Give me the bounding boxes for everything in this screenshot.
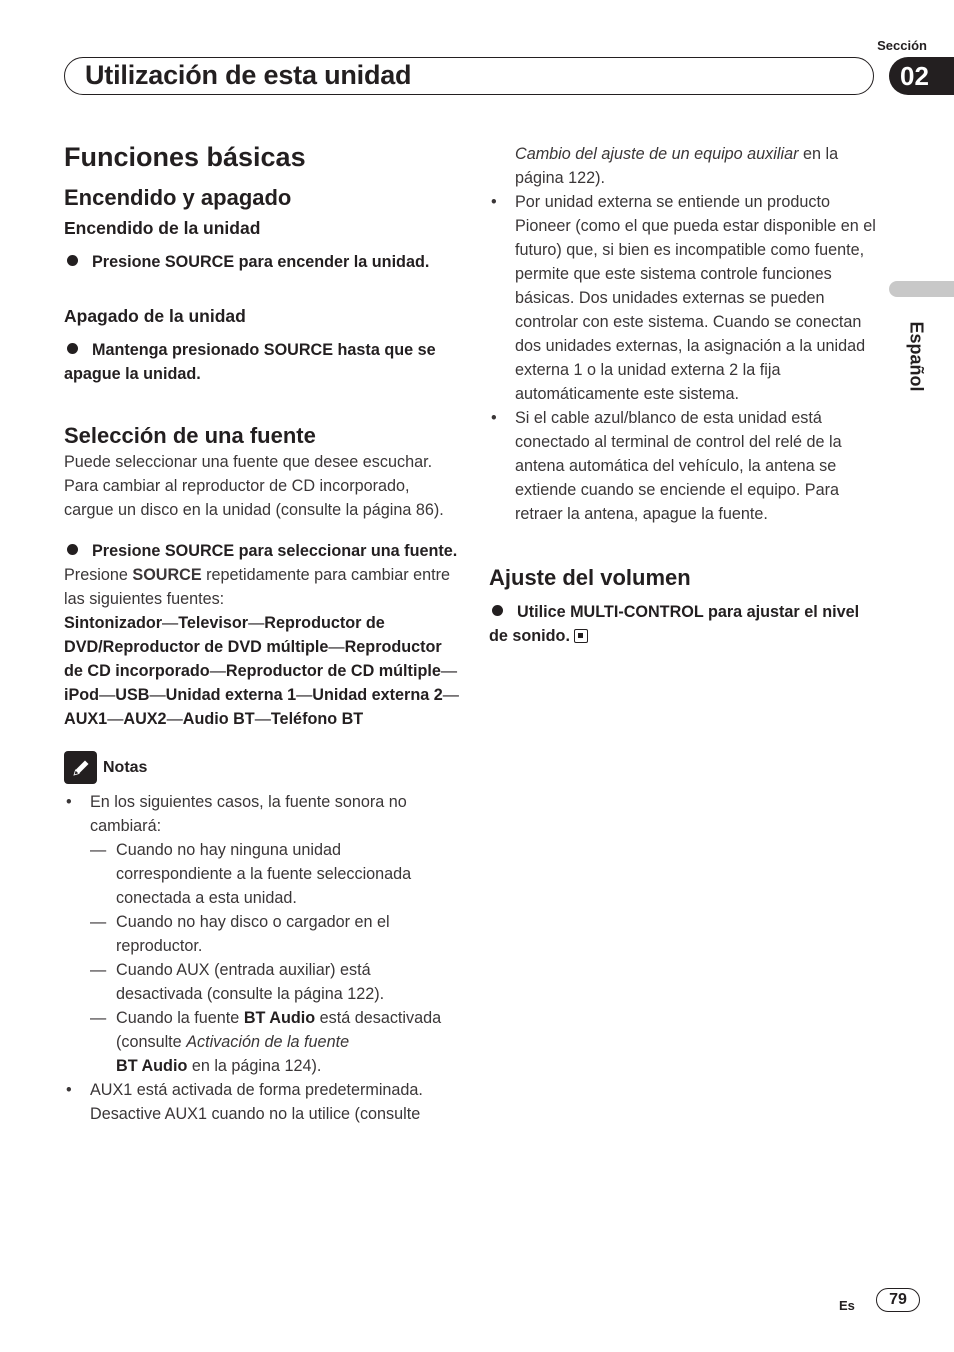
language-tab-marker <box>889 281 954 297</box>
source-intro: Puede seleccionar una fuente que desee escuchar. Para cambiar al reproductor de CD incorporado, cargue un disco en la unidad (consulte la página 86). <box>64 453 444 519</box>
source-item: USB <box>115 686 150 704</box>
power-off-heading: Apagado de la unidad <box>64 306 246 326</box>
source-list: Sintonizador—Televisor—Reproductor de DVD/Reproductor de DVD múltiple—Reproductor de CD incorporado—Reproductor de CD múltiple—iPod—USB—Unidad externa 1—Unidad externa 2—AUX1—AUX2—Audio BT—Teléfono BT <box>64 614 459 728</box>
source-item: Sintonizador <box>64 614 163 632</box>
power-off-step: Mantenga presionado SOURCE hasta que se apague la unidad. <box>64 341 436 383</box>
note-item: • En los siguientes casos, la fuente sonora no cambiará: — Cuando no hay ninguna unidad correspondiente a la fuente seleccionada conectada a esta unidad. — Cuando no hay disco o cargador en el reproductor. — Cuando AUX (entrada auxiliar) está desactivada (consulte la página 122). — Cuando la fuente BT Audio está desactivada (consulte Activación de la fuente BT Audio en la página 124). <box>64 790 459 1078</box>
pencil-note-icon <box>64 751 97 784</box>
left-column <box>64 140 459 1126</box>
language-side-label: Español <box>906 321 927 392</box>
power-on-heading: Encendido de la unidad <box>64 218 261 238</box>
source-item: Televisor <box>178 614 249 632</box>
right-column <box>489 142 881 648</box>
note-subitem: — Cuando no hay disco o cargador en el reproductor. <box>90 910 459 958</box>
note-subitem: — Cuando la fuente BT Audio está desactivada (consulte Activación de la fuente BT Audio en la página 124). <box>90 1006 459 1078</box>
source-item: Audio BT <box>182 710 255 728</box>
page-number: 79 <box>876 1288 920 1312</box>
end-of-section-icon <box>574 629 588 643</box>
source-item: AUX2 <box>123 710 167 728</box>
note-subitem: — Cuando no hay ninguna unidad correspondiente a la fuente seleccionada conectada a esta unidad. <box>90 838 459 910</box>
step-bullet-icon <box>492 605 503 616</box>
volume-heading: Ajuste del volumen <box>489 565 691 590</box>
notes-title: Notas <box>103 758 148 776</box>
note-item: • Si el cable azul/blanco de esta unidad está conectado al terminal de control del relé de la antena automática del vehículo, la antena se extiende cuando se enciende el equipo. Para retraer la antena, apague la fuente. <box>489 406 881 526</box>
source-step: Presione SOURCE para seleccionar una fuente. <box>64 539 459 563</box>
source-item: Teléfono BT <box>270 710 364 728</box>
volume-step: Utilice MULTI-CONTROL para ajustar el nivel de sonido. <box>489 603 860 645</box>
source-item: AUX1 <box>64 710 108 728</box>
notes-list-continued <box>489 142 881 526</box>
source-press-instructions: Presione SOURCE repetidamente para cambiar entre las siguientes fuentes: <box>64 566 451 608</box>
note-item: • Por unidad externa se entiende un producto Pioneer (como el que pueda estar disponible en el futuro) que, si bien es incompatible como fuente, permite que este sistema controle funciones básicas. Dos unidades externas se pueden controlar con este sistema. Cuando se conectan dos unidades externas, la asignación a la unidad externa 1 o la unidad externa 2 la fija automáticamente este sistema. <box>489 190 881 406</box>
footer-language: Es <box>839 1298 855 1313</box>
header-bar <box>64 57 874 95</box>
power-on-step: Presione SOURCE para encender la unidad. <box>64 250 459 274</box>
source-heading: Selección de una fuente <box>64 423 316 448</box>
source-item: Reproductor de DVD/Reproductor de DVD múltiple <box>64 614 385 656</box>
page-header-title: Utilización de esta unidad <box>85 60 412 90</box>
section-number-badge: 02 <box>889 57 954 95</box>
main-heading: Funciones básicas <box>64 142 306 172</box>
notes-header <box>64 751 459 784</box>
source-item: iPod <box>64 686 100 704</box>
note-item: • AUX1 está activada de forma predeterminada. Desactive AUX1 cuando no la utilice (consulte <box>64 1078 459 1126</box>
source-item: Unidad externa 1 <box>165 686 297 704</box>
note-item-continuation: Cambio del ajuste de un equipo auxiliar en la página 122). <box>515 145 839 187</box>
step-bullet-icon <box>67 343 78 354</box>
note-subitem: — Cuando AUX (entrada auxiliar) está desactivada (consulte la página 122). <box>90 958 459 1006</box>
step-bullet-icon <box>67 544 78 555</box>
source-item: Reproductor de CD incorporado <box>64 638 442 680</box>
note-sublist <box>90 838 459 1078</box>
source-item: Reproductor de CD múltiple <box>225 662 441 680</box>
source-item: Unidad externa 2 <box>312 686 443 704</box>
power-heading: Encendido y apagado <box>64 185 292 210</box>
section-label: Sección <box>877 38 927 53</box>
notes-list <box>64 790 459 1126</box>
step-bullet-icon <box>67 255 78 266</box>
